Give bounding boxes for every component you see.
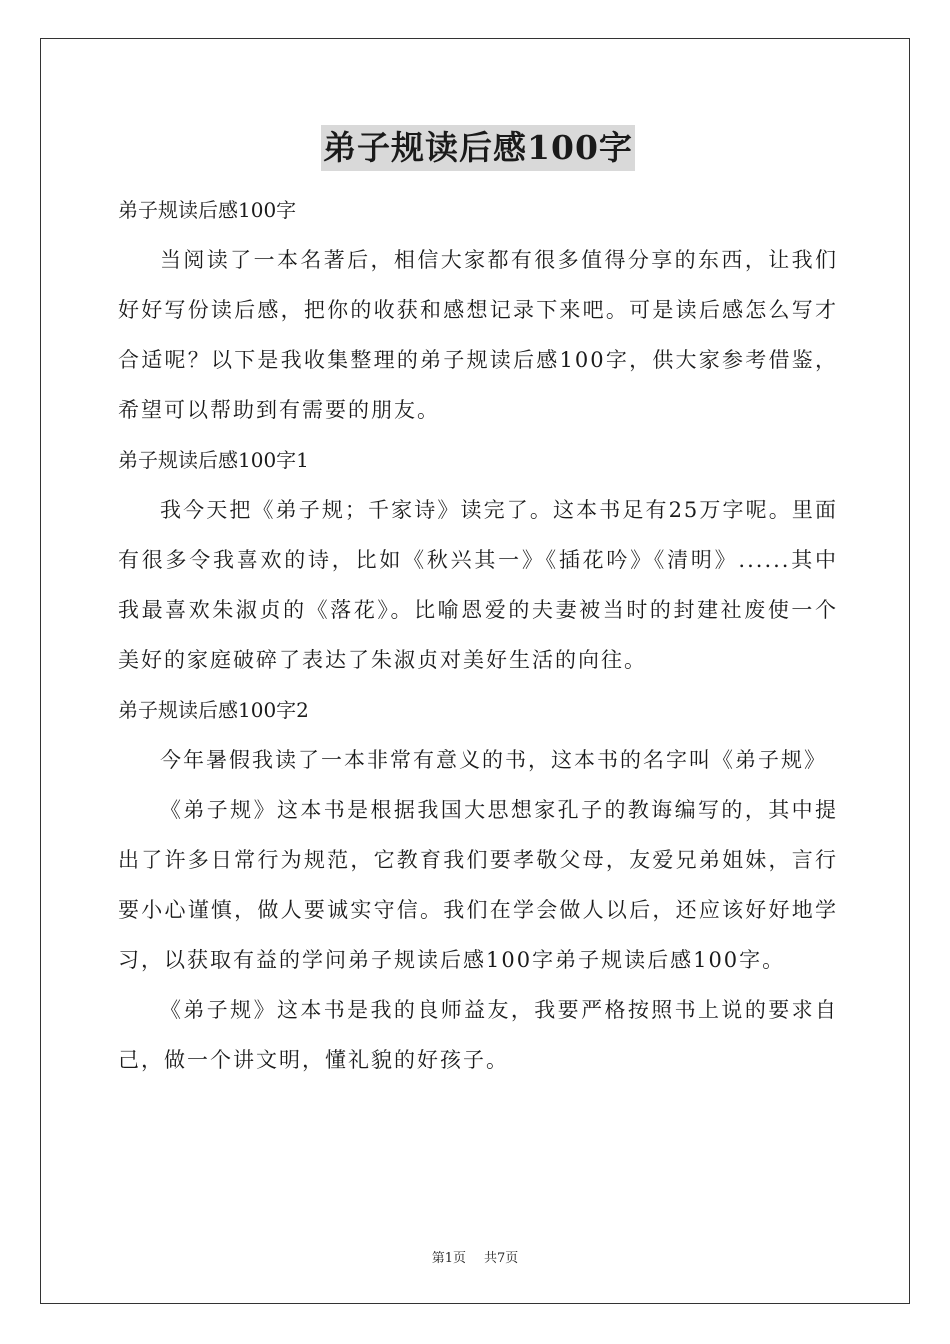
- document-title: 弟子规读后感100字: [321, 125, 635, 171]
- page-footer: [0, 1247, 950, 1266]
- section-1-heading: 弟子规读后感100字1: [118, 448, 309, 472]
- page-total: 共7页: [484, 1251, 519, 1266]
- page-number: 第1页: [431, 1251, 466, 1266]
- section-2-heading: 弟子规读后感100字2: [118, 698, 309, 722]
- document-body: [118, 125, 838, 1085]
- document-subtitle: 弟子规读后感100字: [118, 198, 297, 222]
- title-block: [118, 125, 838, 171]
- section-2-paragraph-2: 《弟子规》这本书是根据我国大思想家孔子的教诲编写的，其中提出了许多日常行为规范，它教育我们要孝敬父母，友爱兄弟姐妹，言行要小心谨慎，做人要诚实守信。我们在学会做人以后，还应该好好地学习，以获取有益的学问弟子规读后感100字弟子规读后感100字。: [118, 798, 838, 972]
- intro-paragraph: 当阅读了一本名著后，相信大家都有很多值得分享的东西，让我们好好写份读后感，把你的收获和感想记录下来吧。可是读后感怎么写才合适呢？以下是我收集整理的弟子规读后感100字，供大家参考借鉴，希望可以帮助到有需要的朋友。: [118, 248, 838, 422]
- section-2-paragraph-3: 《弟子规》这本书是我的良师益友，我要严格按照书上说的要求自己，做一个讲文明，懂礼貌的好孩子。: [118, 998, 838, 1072]
- section-2-paragraph-1: 今年暑假我读了一本非常有意义的书，这本书的名字叫《弟子规》: [160, 748, 827, 772]
- section-1-paragraph-1: 我今天把《弟子规；千家诗》读完了。这本书足有25万字呢。里面有很多令我喜欢的诗，比如《秋兴其一》《插花吟》《清明》......其中我最喜欢朱淑贞的《落花》。比喻恩爱的夫妻被当时的封建社废使一个美好的家庭破碎了表达了朱淑贞对美好生活的向往。: [118, 498, 838, 672]
